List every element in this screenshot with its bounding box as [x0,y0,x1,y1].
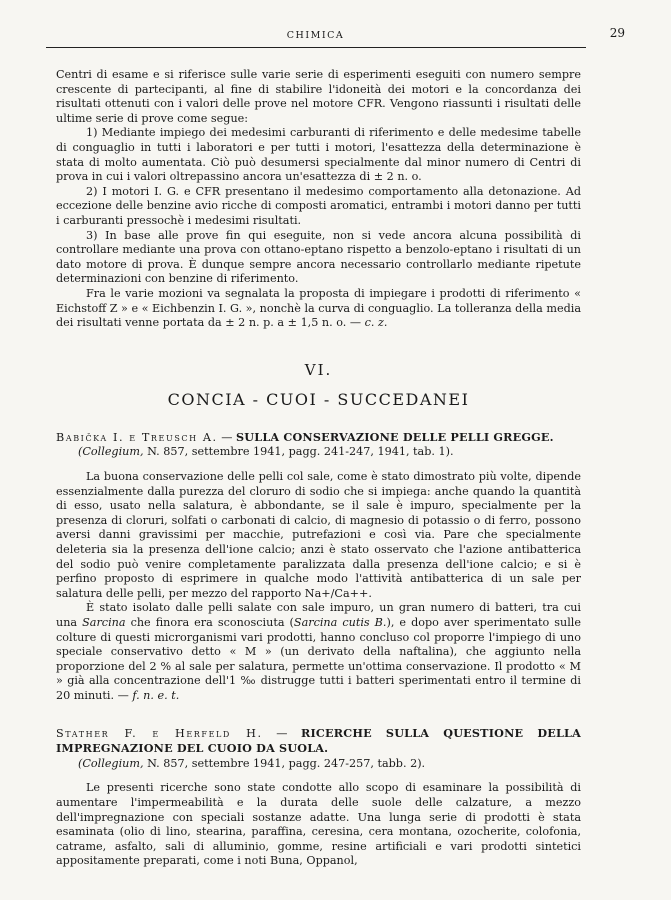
entry1-authors: Babička I. e Treusch A. [56,430,218,444]
intro-paragraph-4: 3) In base alle prove fin qui eseguite, non si vede ancora alcuna possibilità di controllare mediante una prova con ottano-eptano rispetto a benzolo-eptano i risultati di un dato motore di prova. È dunque sempre ancora necessario controllarlo mediante ripetute determinazioni con benzine di riferimento. [56,228,581,286]
entry2-heading [56,726,581,772]
entry1-initials: f. n. e. t. [132,688,180,702]
entry1-paragraph-2 [56,601,581,703]
entry1-journal: (Collegium, [78,445,144,459]
running-head [46,26,625,44]
entry1-heading [56,430,581,460]
entry2-citation [56,757,581,772]
page-body [56,68,581,869]
entry1-title: SULLA CONSERVAZIONE DELLE PELLI GREGGE. [236,429,554,444]
section-number: VI. [304,360,333,379]
entry2-authors: Stather F. e Herfeld H. [56,726,263,740]
intro-paragraph-5 [56,287,581,331]
running-title: CHIMICA [286,30,345,41]
entry2-title: RICERCHE SULLA QUESTIONE DELLA IMPREGNAZIONE DEL CUOIO DA SUOLA. [56,725,581,756]
entry2-journal: (Collegium, [78,756,144,770]
entry1-p2-b: che finora era sconosciuta ( [125,616,294,629]
intro-paragraph-1: Centri di esame e si riferisce sulle varie serie di esperimenti eseguiti con numero sempre crescente di partecipanti, al fine di stabilire l'idoneità dei motori e la concordanza dei risultati ottenuti con i valori delle prove nel motore CFR. Vengono riassunti i risultati delle ultime serie di prove come segue: [56,68,581,125]
entry1-paragraph-1: La buona conservazione delle pelli col sale, come è stato dimostrato più volte, dipende essenzialmente dalla purezza del cloruro di sodio che si impiega: anche quando la quantità di esso, usato nella salatura, è abbondante, se il sale è impuro, specialmente per la presenza di cloruri, solfati o carbonati di calcio, di magnesio di potassio o di ferro, possono aversi danni gravissimi per macchie, putrefazioni e così via. Pare che specialmente deleteria sia la presenza dell'ione calcio; anzi è stato osservato che l'azione antibatterica del sodio può venire completamente paralizzata dalla presenza dell'ione calcio; e si è perfino proposto di esprimere in qualche modo l'attività antibatterica di un sale per salatura delle pelli, per mezzo del rapporto Na+/Ca++. [56,470,581,600]
entry2-paragraph-1: Le presenti ricerche sono state condotte allo scopo di esaminare la possibilità di aumentare l'impermeabilità e la durata delle suole delle calzature, a mezzo dell'impregnazione con speciali sostanze adatte. Una lunga serie di prodotti è stata esaminata (olio di lino, stearina, paraffina, ceresina, cera montana, ozocherite, colofonia, catrame, asfalto, sali di alluminio, gomme, resine artificiali e vari prodotti sintetici appositamente preparati, come i noti Buna, Oppanol, [56,781,581,868]
entry2-dash: — [262,726,301,740]
intro-paragraph-5-text: Fra le varie mozioni va segnalata la proposta di impiegare i prodotti di riferimento « Eichstoff Z » e « Eichbenzin I. G. », nonchè la curva di conguaglio. La tolleranza della media dei risultati venne portata da ± 2 n. p. a ± 1,5 n. o. — [56,286,581,330]
entry1-details: N. 857, settembre 1941, pagg. 241-247, 1941, tab. 1). [143,445,454,459]
section-title: CONCIA - CUOI - SUCCEDANEI [167,390,470,410]
header-rule [46,47,586,48]
entry1-p2-sarcina: Sarcina [82,616,126,629]
intro-paragraph-2: 1) Mediante impiego dei medesimi carburanti di riferimento e delle medesime tabelle di conguaglio in tutti i laboratori e per tutti i motori, l'esattezza della determinazione è stata di molto aumentata. Ciò può desumersi specialmente dal minor numero di Centri di prova in cui i valori oltrepassino ancora un'esattezza di ± 2 n. o. [56,126,581,184]
entry2-details: N. 857, settembre 1941, pagg. 247-257, tabb. 2). [143,756,426,770]
entry1-p2-c: ), e dopo aver sperimentato sulle colture di questi microrganismi vari prodotti, hanno concluso col proporre l'impiego di uno speciale conservativo detto « M » (un derivato della naftalina), che aggiunto nella proporzione del 2 % al sale per salatura, permette un'ottima conservazione. Il prodotto « M » già alla concentrazione dell'1 ‰ distrugge tutti i batteri sperimentati entro il termine di 20 minuti. — [56,616,581,702]
intro-paragraph-3: 2) I motori I. G. e CFR presentano il medesimo comportamento alla detonazione. Ad eccezione delle benzine avio ricche di composti aromatici, entrambi i motori danno per tutti i carburanti pressochè i medesimi risultati. [56,184,581,227]
entry1-p2-a: È stato isolato dalle pelli salate con sale impuro, un gran numero di batteri, tra cui una [56,601,581,629]
entry1-citation [56,445,581,460]
page-number: 29 [609,26,625,40]
intro-initials: c. z. [364,316,388,330]
entry1-p2-species: Sarcina cutis B. [293,616,387,629]
entry1-dash: — [217,430,237,444]
